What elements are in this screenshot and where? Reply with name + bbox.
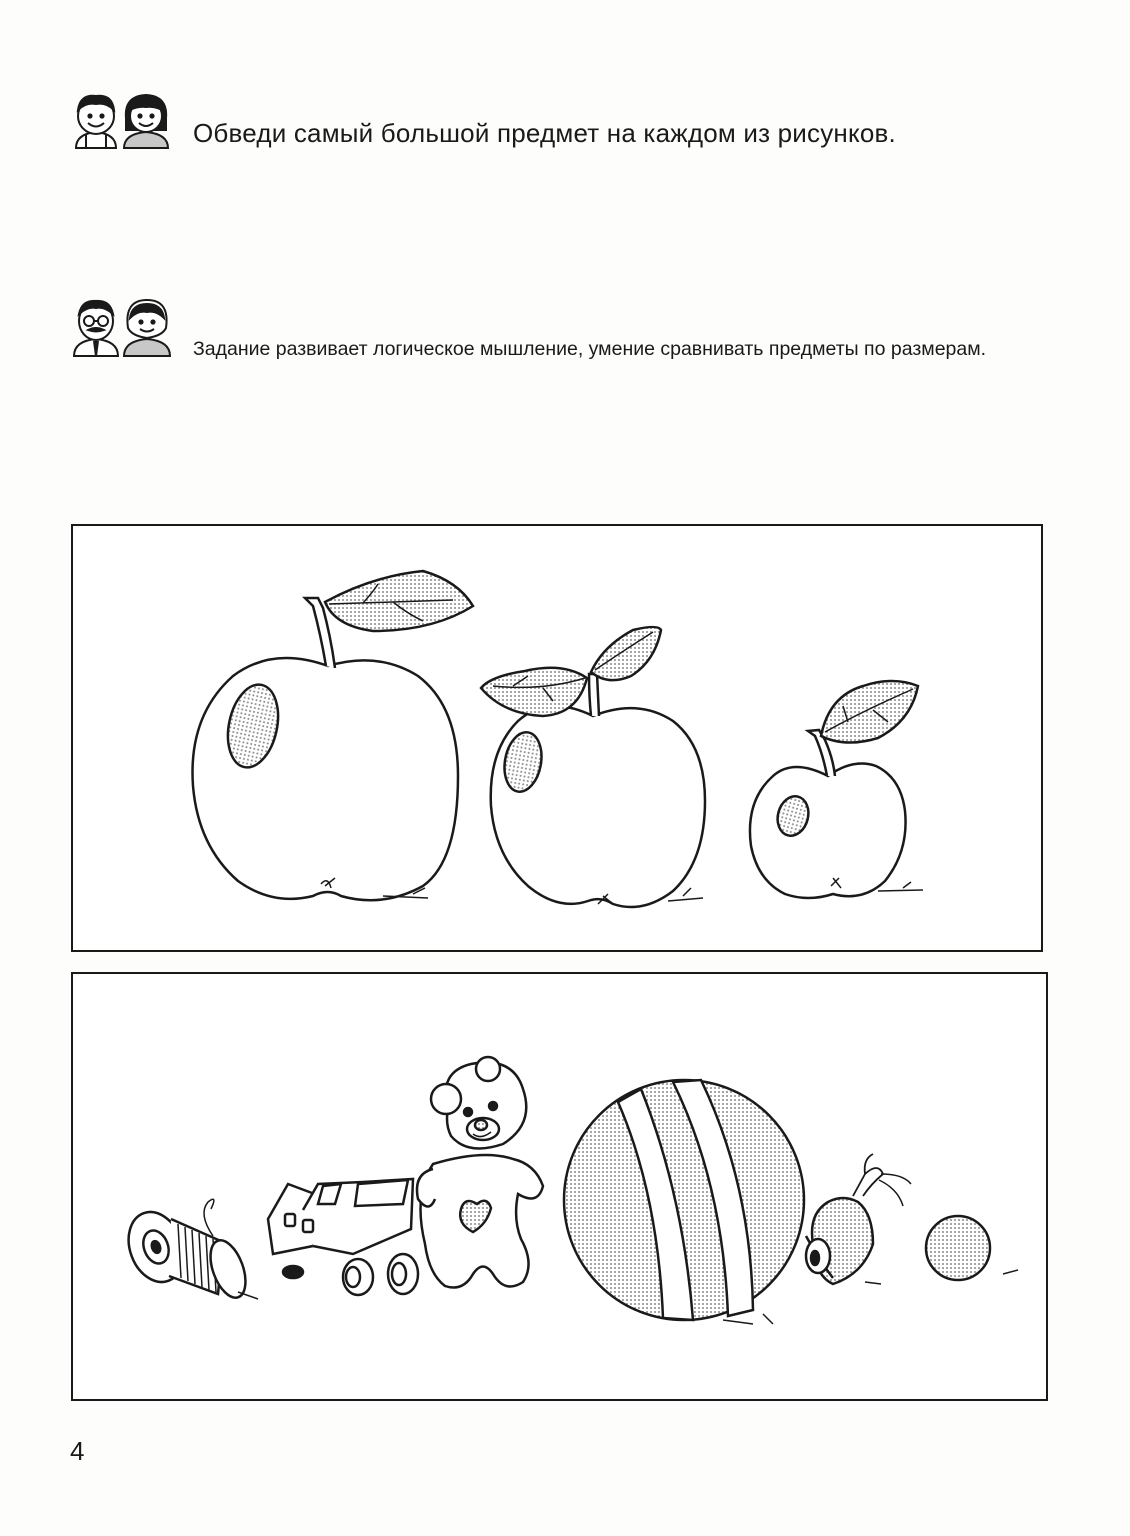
apple-large: [193, 571, 474, 900]
parents-faces-icon: [70, 296, 175, 358]
page-number: 4: [70, 1436, 85, 1466]
toy-car: [268, 1179, 418, 1295]
teddy-bear: [417, 1057, 543, 1288]
apple-medium: [481, 627, 705, 907]
parent-note: Задание развивает логическое мышление, умение сравнивать предметы по размерам.: [193, 338, 987, 360]
thread-spool: [119, 1199, 258, 1302]
task-instruction: Обведи самый большой предмет на каждом из рисунков.: [193, 118, 896, 148]
children-faces-icon: [70, 90, 175, 150]
apples-panel: [71, 524, 1043, 952]
small-ball: [926, 1216, 1018, 1280]
striped-ball: [564, 1080, 804, 1324]
apple-small: [750, 681, 923, 898]
bell: [806, 1154, 911, 1284]
toys-panel: [71, 972, 1048, 1401]
